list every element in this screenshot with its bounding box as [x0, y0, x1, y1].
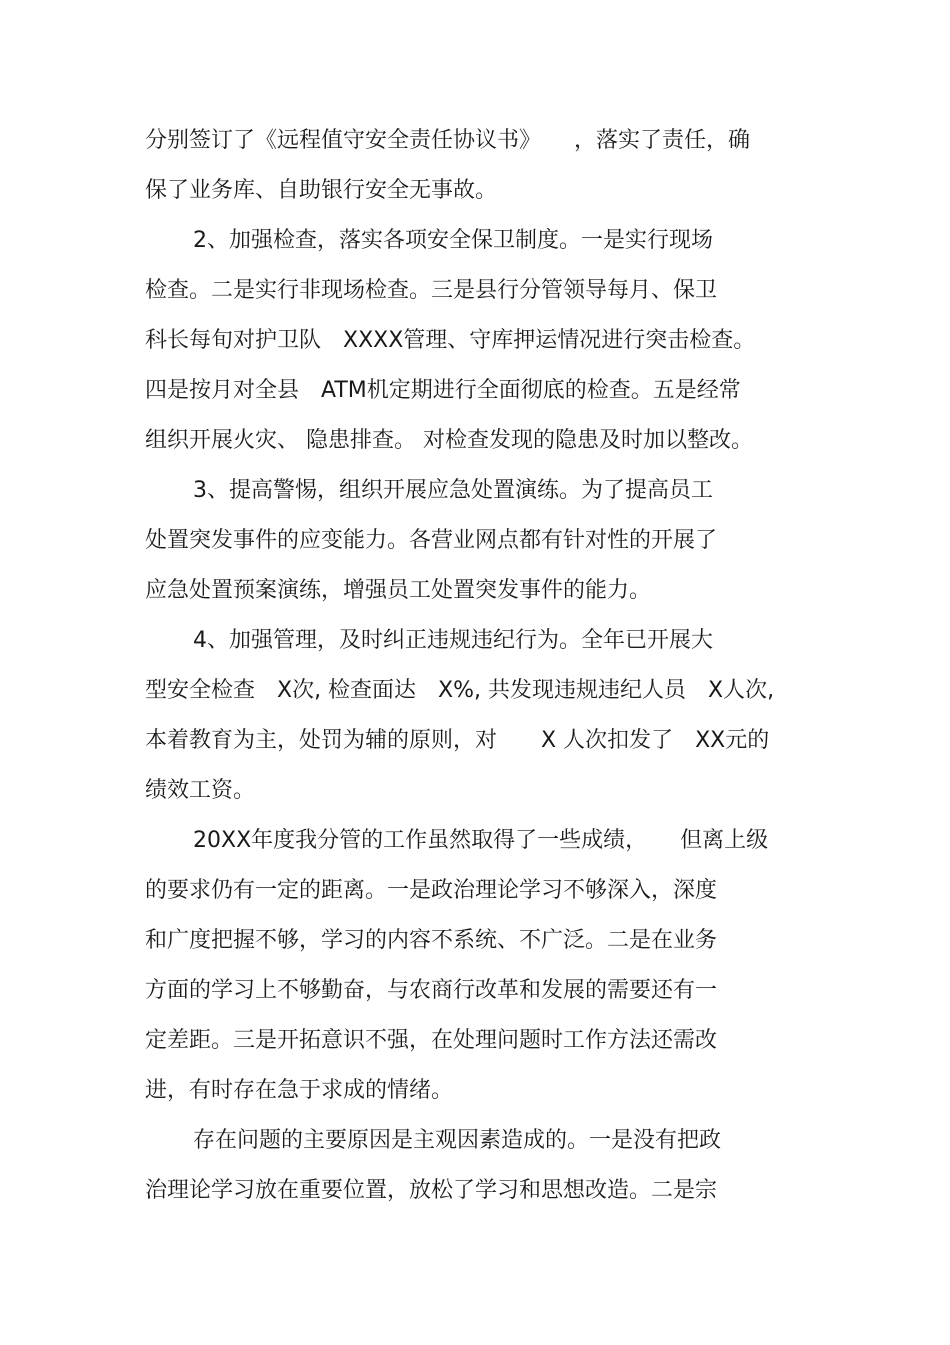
text-line: 定差距。三是开拓意识不强，在处理问题时工作方法还需改: [145, 1028, 718, 1053]
text-line: 处置突发事件的应变能力。各营业网点都有针对性的开展了: [145, 528, 718, 553]
text-line: 检查。二是实行非现场检查。三是县行分管领导每月、保卫: [145, 278, 718, 303]
text-line: 本着教育为主，处罚为辅的原则，对 X 人次扣发了 XX元的: [145, 728, 770, 753]
text-line: 进，有时存在急于求成的情绪。: [145, 1078, 454, 1103]
text-line: 组织开展火灾、 隐患排查。 对检查发现的隐患及时加以整改。: [145, 428, 753, 453]
text-line: 的要求仍有一定的距离。一是政治理论学习不够深入，深度: [145, 878, 718, 903]
text-line: 保了业务库、自助银行安全无事故。: [145, 178, 498, 203]
text-line: 型安全检查 X次, 检查面达 X%, 共发现违规违纪人员 X人次,: [145, 678, 775, 703]
text-line: 2、加强检查，落实各项安全保卫制度。一是实行现场: [193, 228, 713, 253]
text-line: 四是按月对全县 ATM机定期进行全面彻底的检查。五是经常: [145, 378, 741, 403]
text-line: 应急处置预案演练，增强员工处置突发事件的能力。: [145, 578, 652, 603]
text-line: 科长每旬对护卫队 XXXX管理、守库押运情况进行突击检查。: [145, 328, 756, 353]
text-line: 分别签订了《远程值守安全责任协议书》 ，落实了责任，确: [145, 128, 751, 153]
text-line: 和广度把握不够，学习的内容不系统、不广泛。二是在业务: [145, 928, 718, 953]
text-line: 方面的学习上不够勤奋，与农商行改革和发展的需要还有一: [145, 978, 718, 1003]
text-line: 绩效工资。: [145, 778, 256, 803]
text-line: 存在问题的主要原因是主观因素造成的。一是没有把政: [193, 1128, 722, 1153]
text-line: 4、加强管理，及时纠正违规违纪行为。全年已开展大: [193, 628, 713, 653]
text-line: 20XX年度我分管的工作虽然取得了一些成绩， 但离上级: [193, 828, 769, 853]
text-line: 治理论学习放在重要位置，放松了学习和思想改造。二是宗: [145, 1178, 718, 1203]
text-line: 3、提高警惕，组织开展应急处置演练。为了提高员工: [193, 478, 713, 503]
